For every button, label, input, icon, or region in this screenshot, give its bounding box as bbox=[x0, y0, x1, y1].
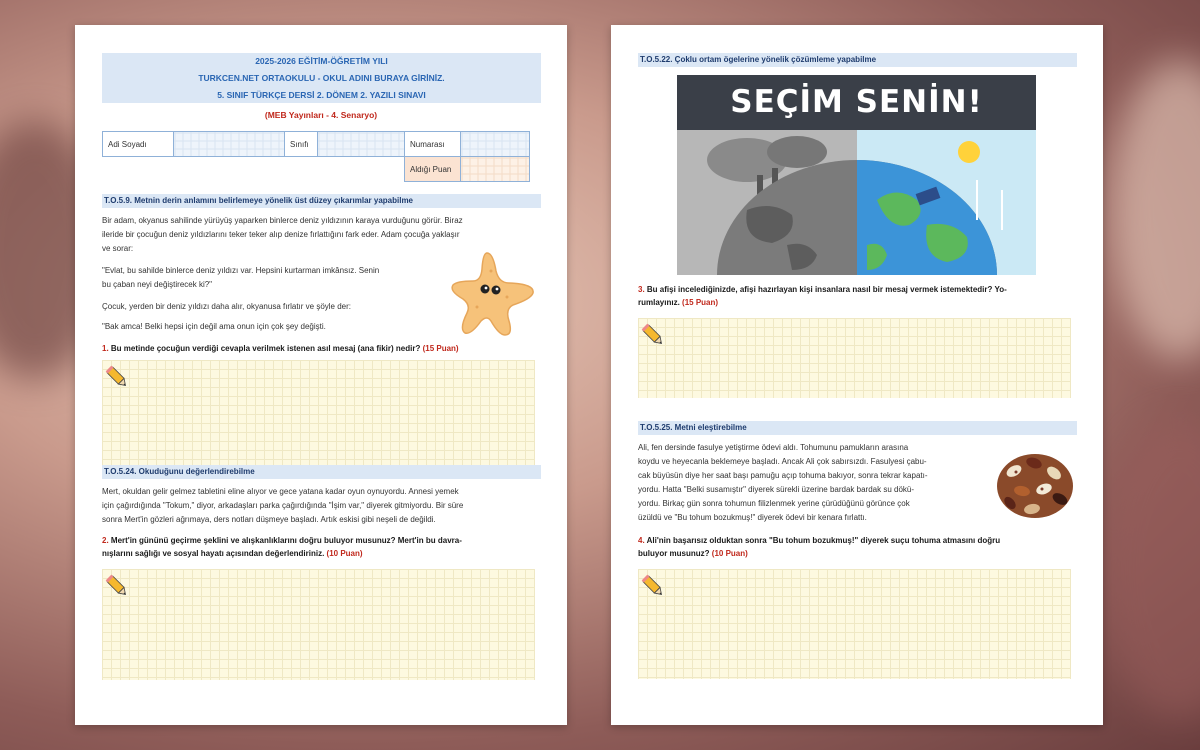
pencil-icon bbox=[640, 573, 666, 599]
poster-title: SEÇİM SENİN! bbox=[730, 84, 983, 120]
pencil-icon bbox=[104, 364, 130, 390]
name-field[interactable] bbox=[174, 132, 285, 157]
background-blur bbox=[1110, 60, 1200, 360]
pencil-icon bbox=[104, 573, 130, 599]
score-label: Aldığı Puan bbox=[405, 157, 461, 182]
student-info-table bbox=[102, 131, 530, 182]
section-heading: T.O.5.24. Okuduğunu değerlendirebilme bbox=[102, 465, 541, 479]
question-2: 2. Mert'in gününü geçirme şeklini ve alışkanlıklarını doğru buluyor musunuz? Mert'in bu davra- nışlarını sağlığı ve sosyal hayatı açısından değerlendiriniz. (10 Puan) bbox=[102, 536, 462, 558]
header-line3: 5. SINIF TÜRKÇE DERSİ 2. DÖNEM 2. YAZILI SINAVI bbox=[217, 90, 426, 100]
starfish-illustration bbox=[447, 249, 539, 339]
exam-page-left bbox=[75, 25, 567, 725]
question-4: 4. Ali'nin başarısız olduktan sonra "Bu tohum bozukmuş!" diyerek suçu tohuma atmasını doğru buluyor musunuz? (10 Puan) bbox=[638, 536, 1001, 558]
passage-quote: "Evlat, bu sahilde binlerce deniz yıldızı var. Hepsini kurtarman imkânsız. Senin bu çaban neyi değiştirecek ki?" bbox=[102, 266, 380, 289]
passage-mert: Mert, okuldan gelir gelmez tabletini eline alıyor ve gece yatana kadar oyun oynuyordu. Annesi yemek için çağırdığında "Tokum," diyor, arkadaşları parka çağırdığında "İşim var," diyerek gitmiyordu. Bir süre sonra Mert'in gözleri ağrımaya, ders notları düşmeye başladı. Artık eskisi gibi neşeli de değildi. bbox=[102, 487, 464, 524]
exam-header bbox=[102, 53, 541, 103]
header-line1: 2025-2026 EĞİTİM-ÖĞRETİM YILI bbox=[255, 56, 388, 66]
passage-line: "Bak amca! Belki hepsi için değil ama onun için çok şey değişti. bbox=[102, 322, 326, 331]
passage-ali: Ali, fen dersinde fasulye yetiştirme ödevi aldı. Tohumunu pamukların arasına koydu ve heyecanla beklemeye başladı. Ancak Ali çok sabırsızdı. Fasulyesi çabu- cak büyüsün diye her saat başı pamuğu açıp tohuma bakıyor, sonra tekrar kapatı- yordu. Hatta "Belki susamıştır" diyerek sürekli üzerine bardak bardak su dökü- yordu. Birkaç gün sonra tohumun filizlenmek yerine çürüdüğünü görünce çok üzüldü ve "Bu tohum bozukmuş!" diyerek ödevi bir kenara fırlattı. bbox=[638, 443, 928, 522]
exam-subtitle: (MEB Yayınları - 4. Senaryo) bbox=[264, 110, 378, 120]
exam-page-right bbox=[611, 25, 1103, 725]
answer-area-3[interactable] bbox=[638, 318, 1071, 398]
answer-area-1[interactable] bbox=[102, 360, 535, 466]
number-label: Numarası bbox=[405, 132, 461, 157]
header-line2: TURKCEN.NET ORTAOKULU - OKUL ADINI BURAYA GİRİNİZ. bbox=[198, 73, 445, 83]
class-field[interactable] bbox=[318, 132, 405, 157]
passage-starfish: Bir adam, okyanus sahilinde yürüyüş yaparken binlerce deniz yıldızının karaya vurduğunu görür. Biraz ileride bir çocuğun deniz yıldızlarını teker teker alıp denize fırlattığını fark eder. Adam çocuğa yaklaşır ve sorar: bbox=[102, 216, 463, 253]
pencil-icon bbox=[640, 322, 666, 348]
passage-line: Çocuk, yerden bir deniz yıldızı daha alır, okyanusa fırlatır ve şöyle der: bbox=[102, 302, 352, 311]
beans-illustration bbox=[994, 441, 1076, 523]
section-heading: T.O.5.9. Metnin derin anlamını belirlemeye yönelik üst düzey çıkarımlar yapabilme bbox=[102, 194, 541, 208]
section-heading: T.O.5.22. Çoklu ortam ögelerine yönelik çözümleme yapabilme bbox=[638, 53, 1077, 67]
question-3: 3. Bu afişi incelediğinizde, afişi hazırlayan kişi insanlara nasıl bir mesaj vermek istemektedir? Yo- rumlayınız. (15 Puan) bbox=[638, 285, 1007, 307]
poster bbox=[677, 75, 1036, 275]
answer-area-4[interactable] bbox=[638, 569, 1071, 679]
class-label: Sınıfı bbox=[285, 132, 318, 157]
poster-earth-illustration bbox=[677, 130, 1036, 275]
section-heading: T.O.5.25. Metni eleştirebilme bbox=[638, 421, 1077, 435]
name-label: Adi Soyadı bbox=[103, 132, 174, 157]
answer-area-2[interactable] bbox=[102, 569, 535, 680]
background-blur bbox=[1100, 420, 1200, 720]
number-field[interactable] bbox=[461, 132, 530, 157]
question-1: 1. Bu metinde çocuğun verdiği cevapla verilmek istenen asıl mesaj (ana fikir) nedir? (15 Puan) bbox=[102, 344, 459, 353]
score-field[interactable] bbox=[461, 157, 530, 182]
